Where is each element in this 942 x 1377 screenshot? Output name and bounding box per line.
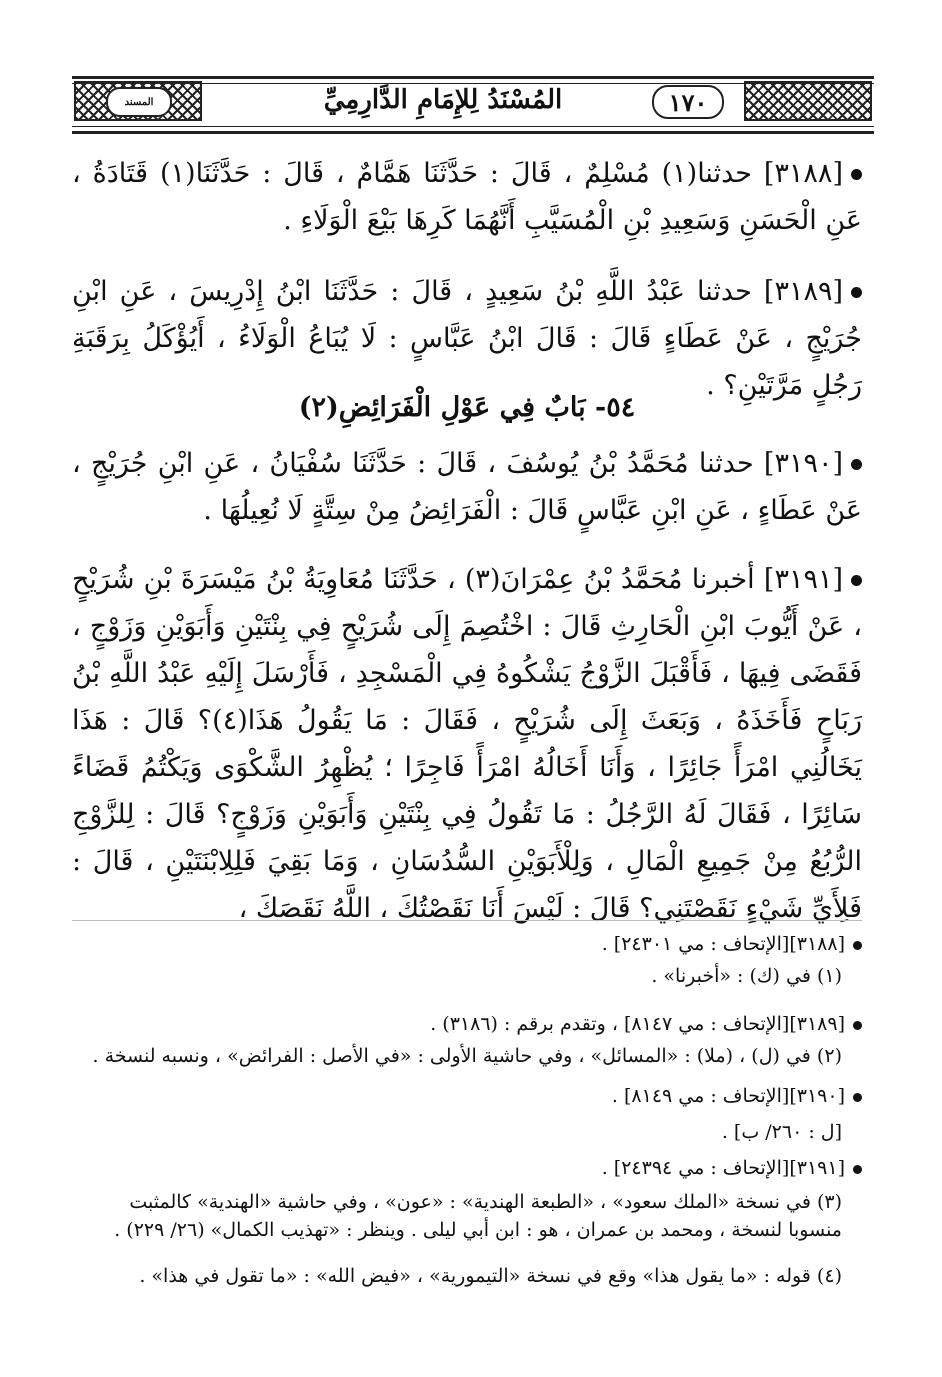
footnote-divider (72, 920, 862, 921)
header-ornament-left (74, 81, 202, 121)
hadith-number: [٣١٩٠] (763, 448, 843, 479)
seal-logo: المسند (106, 87, 172, 117)
footnote-3: (٣) في نسخة «الملك سعود» ، «الطبعة الهندية» : «عون» ، وفي حاشية «الهندية» كالمثبت منسوبا لنسخة ، ومحمد بن عمران ، هو : ابن أبي ليلى . وينظر : «تهذيب الكمال» (٢٦/ ٢٢٩) . (114, 1191, 842, 1241)
hadith-text: حدثنا عَبْدُ اللَّهِ بْنُ سَعِيدٍ ، قَالَ : حَدَّثَنَا ابْنُ إِدْرِيسَ ، عَنِ ابْنِ جُرَيْجٍ ، عَنْ عَطَاءٍ قَالَ : قَالَ ابْنُ عَبَّاسٍ : لَا يُبَاعُ الْوَلَاءُ ، أَيُؤْكَلُ بِرَقَبَةِ رَجُلٍ مَرَّتَيْنِ؟ . (72, 276, 862, 401)
header-ornament-right (744, 81, 872, 121)
bullet-icon (853, 1021, 862, 1030)
footnote-2: (٢) في (ل) ، (ملا) : «المسائل» ، وفي حاشية الأولى : «في الأصل : الفرائض» ، ونسبه لنسخة . (92, 1045, 842, 1067)
hadith-number: [٣١٨٩] (763, 276, 843, 307)
chapter-heading: ٥٤- بَابٌ فِي عَوْلِ الْفَرَائِضِ(٢) (298, 392, 636, 423)
running-title: المُسْنَدُ لِلإِمَامِ الدَّارِمِيِّ (323, 85, 563, 115)
footnote-3188: [٣١٨٨][الإتحاف : مي ٢٤٣٠١] . (72, 930, 862, 958)
bullet-icon (853, 1165, 862, 1174)
footnote-folio: [ل : ٢٦٠/ ب] . (721, 1121, 842, 1143)
bullet-icon (851, 575, 862, 586)
bullet-icon (851, 459, 862, 470)
footnote-4: (٤) قوله : «ما يقول هذا» وقع في نسخة «التيمورية» ، «فيض الله» : «ما تقول في هذا» . (139, 1265, 842, 1287)
footnote-3190: [٣١٩٠][الإتحاف : مي ٨١٤٩] . (72, 1082, 862, 1110)
bullet-icon (851, 287, 862, 298)
hadith-text: حدثنا(١) مُسْلِمٌ ، قَالَ : حَدَّثَنَا هَمَّامٌ ، قَالَ : حَدَّثَنَا(١) قَتَادَةُ ، عَنِ الْحَسَنِ وَسَعِيدِ بْنِ الْمُسَيَّبِ أَنَّهُمَا كَرِهَا بَيْعَ الْوَلَاءِ . (72, 158, 862, 236)
footnote-1: (١) في (ك) : «أخبرنا» . (651, 965, 842, 987)
page-header (72, 76, 874, 134)
footnote-3189: [٣١٨٩][الإتحاف : مي ٨١٤٧] ، وتقدم برقم : (٣١٨٦) . (72, 1010, 862, 1038)
hadith-3188 (72, 150, 862, 244)
page-number: ١٧٠ (652, 85, 724, 119)
hadith-3191 (72, 556, 862, 932)
footnote-3191: [٣١٩١][الإتحاف : مي ٢٤٣٩٤] . (72, 1154, 862, 1182)
hadith-text: حدثنا مُحَمَّدُ بْنُ يُوسُفَ ، قَالَ : حَدَّثَنَا سُفْيَانُ ، عَنِ ابْنِ جُرَيْجٍ ، عَنْ عَطَاءٍ ، عَنِ ابْنِ عَبَّاسٍ قَالَ : الْفَرَائِضُ مِنْ سِتَّةٍ لَا نُعِيلُهَا . (72, 448, 862, 526)
hadith-text: أخبرنا مُحَمَّدُ بْنُ عِمْرَانَ(٣) ، حَدَّثَنَا مُعَاوِيَةُ بْنُ مَيْسَرَةَ بْنِ شُرَيْحٍ ، عَنْ أَيُّوبَ ابْنِ الْحَارِثِ قَالَ : اخْتُصِمَ إِلَى شُرَيْحٍ فِي بِنْتَيْنِ وَأَبَوَيْنِ وَزَوْجٍ ، فَقَضَى فِيهَا ، فَأَقْبَلَ الزَّوْجُ يَشْكُوهُ فِي الْمَسْجِدِ ، فَأَرْسَلَ إِلَيْهِ عَبْدُ اللَّهِ بْنُ رَبَاحٍ فَأَخَذَهُ ، وَبَعَثَ إِلَى شُرَيْحٍ ، فَقَالَ : مَا يَقُولُ هَذَا(٤)؟ قَالَ : هَذَا يَخَالُنِي امْرَأً جَائِرًا ، وَأَنَا أَخَالُهُ امْرَأً فَاجِرًا ؛ يُظْهِرُ الشَّكْوَى وَيَكْتُمُ قَضَاءً سَائِرًا ، فَقَالَ لَهُ الرَّجُلُ : مَا تَقُولُ فِي بِنْتَيْنِ وَأَبَوَيْنِ وَزَوْجٍ؟ قَالَ : لِلزَّوْجِ الرُّبُعُ مِنْ جَمِيعِ الْمَالِ ، وَلِلْأَبَوَيْنِ السُّدُسَانِ ، وَمَا بَقِيَ فَلِلِابْنَتَيْنِ ، قَالَ : فَلِأَيِّ شَيْءٍ نَقَصْتَنِي؟ قَالَ : لَيْسَ أَنَا نَقَصْتُكَ ، اللَّهُ نَقَصَكَ ، (72, 564, 863, 924)
hadith-3190 (72, 440, 862, 534)
hadith-number: [٣١٨٨] (763, 158, 843, 189)
hadith-number: [٣١٩١] (763, 564, 843, 595)
bullet-icon (853, 941, 862, 950)
bullet-icon (853, 1093, 862, 1102)
bullet-icon (851, 169, 862, 180)
